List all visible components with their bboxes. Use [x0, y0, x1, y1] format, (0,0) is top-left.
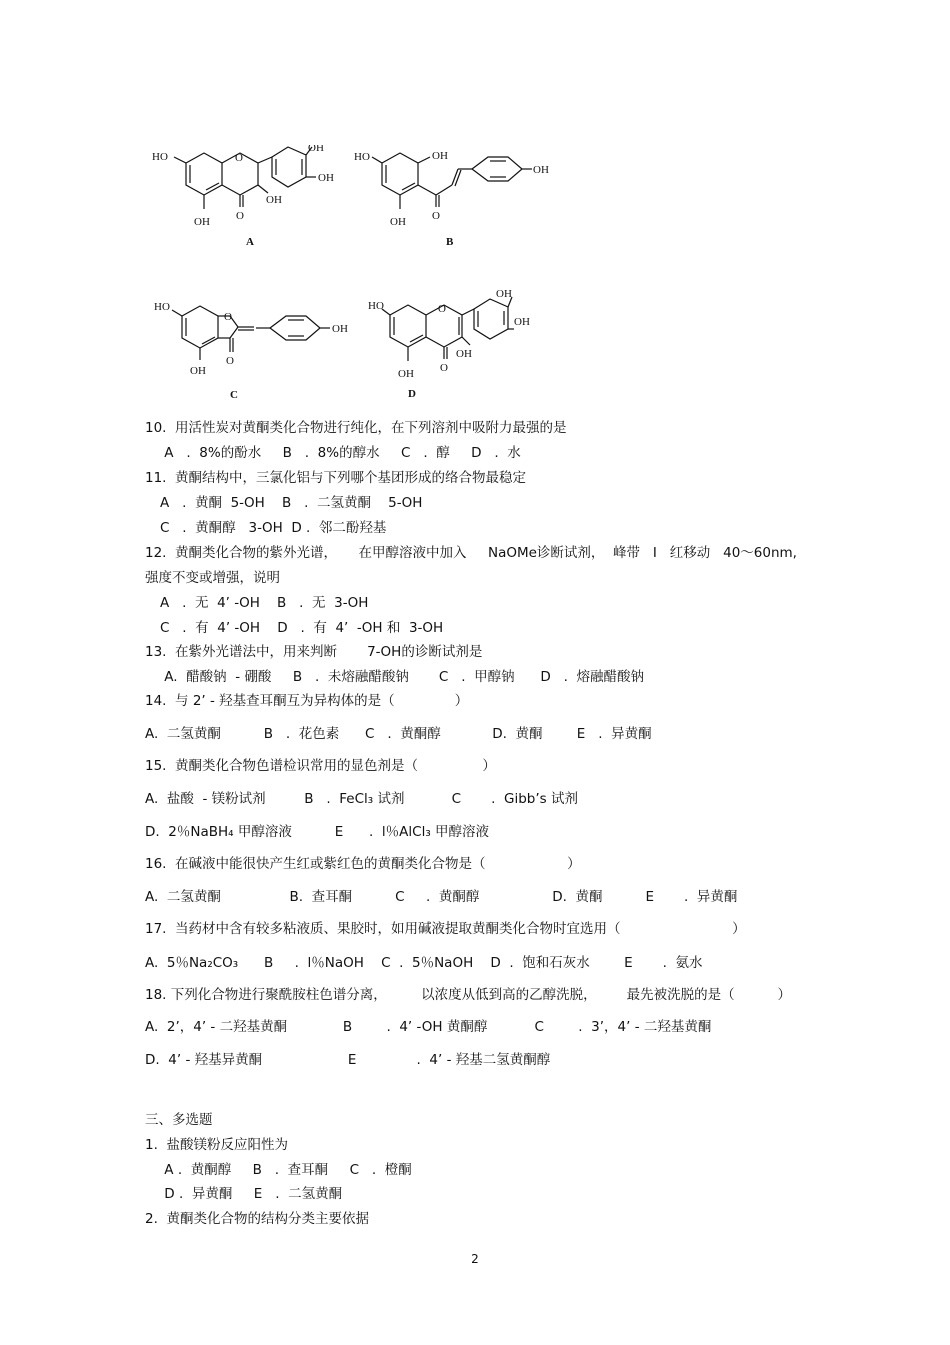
structure-b-drawing: [352, 145, 552, 255]
question-10-options: A . 8%的酚水 B . 8%的醇水 C . 醇 D . 水: [160, 445, 521, 461]
question-14: 14. 与 2’ - 羟基查耳酮互为异构体的是（ ）: [145, 693, 469, 709]
question-18-options-de: D. 4’ - 羟基异黄酮 E . 4’ - 羟基二氢黄酮醇: [145, 1052, 551, 1068]
structure-d: [368, 285, 548, 409]
structure-d-group-4: OH: [456, 348, 472, 360]
structure-b-label: B: [446, 236, 454, 248]
structure-d-group-6: O: [438, 303, 446, 315]
question-13-options: A. 醋酸钠 - 硼酸 B . 未熔融醋酸钠 C . 甲醇钠 D . 熔融醋酸钠: [160, 669, 644, 685]
structure-a-group-1: HO: [152, 151, 168, 163]
structure-a-group-4: OH: [266, 194, 282, 206]
question-11-options-cd: C . 黄酮醇 3-OH D . 邻二酚羟基: [160, 520, 387, 536]
structure-c-group-1: HO: [154, 301, 170, 313]
structure-a-group-7: O: [236, 210, 244, 222]
page-number: 2: [471, 1252, 479, 1266]
structure-a-label: A: [246, 236, 254, 248]
structure-b-group-1: HO: [354, 151, 370, 163]
mc-question-1: 1. 盐酸镁粉反应阳性为: [145, 1137, 288, 1153]
structure-d-group-1: HO: [368, 300, 384, 312]
question-10: 10. 用活性炭对黄酮类化合物进行纯化，在下列溶剂中吸附力最强的是: [145, 420, 567, 436]
structure-c-label: C: [230, 389, 238, 401]
question-14-options: A. 二氢黄酮 B . 花色素 C . 黄酮醇 D. 黄酮 E . 异黄酮: [145, 726, 652, 742]
question-11: 11. 黄酮结构中，三氯化铝与下列哪个基团形成的络合物最稳定: [145, 470, 527, 486]
question-17: 17. 当药材中含有较多粘液质、果胶时，如用碱液提取黄酮类化合物时宜选用（ ）: [145, 921, 746, 937]
question-11-options-ab: A . 黄酮 5-OH B . 二氢黄酮 5-OH: [160, 495, 423, 511]
question-12: 12. 黄酮类化合物的紫外光谱， 在甲醇溶液中加入 NaOMe诊断试剂， 峰带 I 红移动 40～60nm,: [145, 545, 797, 561]
question-12-options-cd: C . 有 4’ -OH D . 有 4’ -OH 和 3-OH: [160, 620, 444, 636]
structure-d-group-2: OH: [496, 288, 512, 300]
structure-c-group-5: O: [226, 355, 234, 367]
structure-b-group-5: O: [432, 210, 440, 222]
question-12-cont: 强度不变或增强，说明: [145, 570, 280, 586]
question-17-options: A. 5％Na₂CO₃ B . l％NaOH C . 5％NaOH D . 饱和石灰水 E . 氨水: [145, 955, 703, 971]
question-16: 16. 在碱液中能很快产生红或紫红色的黄酮类化合物是（ ）: [145, 856, 581, 872]
structure-c: [152, 292, 362, 411]
question-12-options-ab: A . 无 4’ -OH B . 无 3-OH: [160, 595, 369, 611]
structure-b-group-3: OH: [533, 164, 549, 176]
structure-d-group-7: O: [440, 362, 448, 374]
question-16-options: A. 二氢黄酮 B. 查耳酮 C . 黄酮醇 D. 黄酮 E . 异黄酮: [145, 889, 738, 905]
structure-a-group-2: OH: [308, 145, 324, 154]
structure-b-group-4: OH: [390, 216, 406, 228]
question-13: 13. 在紫外光谱法中，用来判断 7-OH的诊断试剂是: [145, 644, 483, 660]
structure-b: [352, 145, 552, 259]
question-18: 18. 下列化合物进行聚酰胺柱色谱分离， 以浓度从低到高的乙醇洗脱， 最先被洗脱的是（ ）: [145, 987, 792, 1003]
question-18-options-abc: A. 2’，4’ - 二羟基黄酮 B . 4’ -OH 黄酮醇 C . 3’，4’ - 二羟基黄酮: [145, 1019, 712, 1035]
structure-d-drawing: [368, 285, 548, 405]
mc-question-1-options-de: D . 异黄酮 E . 二氢黄酮: [160, 1186, 343, 1202]
mc-question-1-options-abc: A . 黄酮醇 B . 查耳酮 C . 橙酮: [160, 1162, 412, 1178]
structure-a-group-3: OH: [318, 172, 334, 184]
structure-a-group-5: OH: [194, 216, 210, 228]
structure-a-group-6: O: [235, 152, 243, 164]
structure-c-group-2: OH: [332, 323, 348, 335]
structure-d-group-5: OH: [398, 368, 414, 380]
question-15-options-de: D. 2％NaBH₄ 甲醇溶液 E . l％AlCl₃ 甲醇溶液: [145, 824, 490, 840]
question-15: 15. 黄酮类化合物色谱检识常用的显色剂是（ ）: [145, 758, 496, 774]
structure-d-label: D: [408, 388, 416, 400]
structure-a-drawing: [148, 145, 348, 255]
question-15-options-abc: A. 盐酸 - 镁粉试剂 B . FeCl₃ 试剂 C . Gibb’s 试剂: [145, 791, 578, 807]
structure-c-drawing: [152, 292, 362, 407]
structure-c-group-3: OH: [190, 365, 206, 377]
structure-a: [148, 145, 348, 259]
structure-c-group-4: O: [224, 311, 232, 323]
structure-d-group-3: OH: [514, 316, 530, 328]
mc-question-2: 2. 黄酮类化合物的结构分类主要依据: [145, 1211, 369, 1227]
section-heading-multiple-choice: 三、多选题: [145, 1112, 213, 1128]
structure-b-group-2: OH: [432, 150, 448, 162]
